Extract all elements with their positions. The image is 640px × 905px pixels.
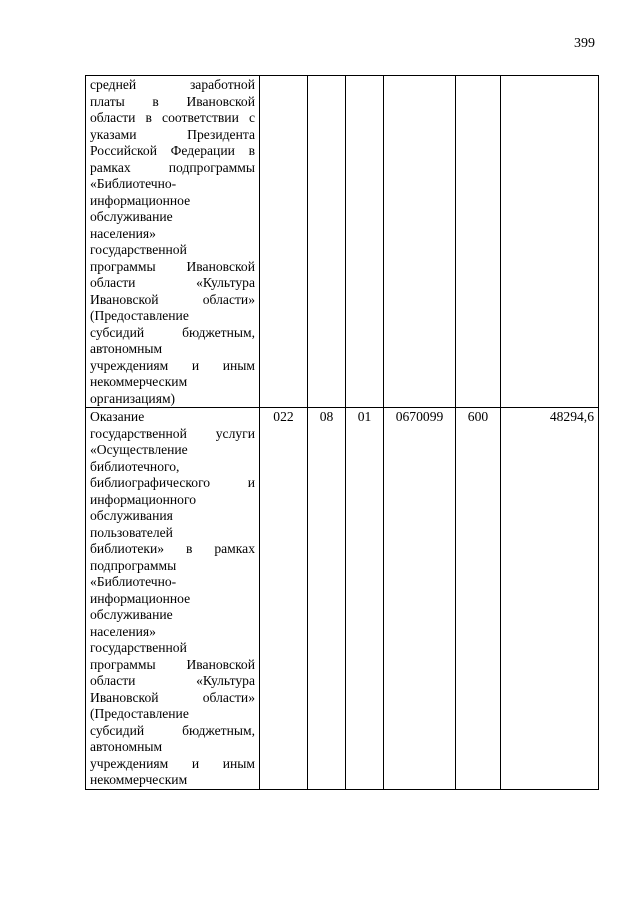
description-line: государственной — [90, 242, 187, 257]
description-line: учреждениям и иным — [90, 755, 255, 771]
target-article-cell — [384, 76, 456, 408]
description-line: платы в Ивановской — [90, 93, 255, 109]
description-line: государственной услуги — [90, 425, 255, 441]
description-line: подпрограммы — [90, 557, 177, 573]
table-row — [86, 408, 599, 790]
description-line: населения» — [90, 623, 156, 639]
description-line: области в соответствии с — [90, 110, 255, 125]
description-line: Оказание — [90, 409, 145, 424]
description-line: обслуживание — [90, 607, 173, 622]
page-number: 399 — [574, 36, 595, 51]
description-line: Ивановской области» — [90, 291, 255, 307]
description-line: Ивановской области» — [90, 689, 255, 705]
expense-type-cell — [456, 76, 501, 408]
subsection-code-cell — [346, 76, 384, 408]
description-line: средней заработной — [90, 77, 255, 92]
description-line: «Осуществление — [90, 442, 188, 457]
section-code-cell: 08 — [308, 408, 346, 790]
description-line: (Предоставление — [90, 706, 189, 721]
description-line: библиотечного, — [90, 458, 180, 474]
description-line: субсидий бюджетным, — [90, 722, 255, 738]
target-article-cell: 0670099 — [384, 408, 456, 790]
description-line: учреждениям и иным — [90, 357, 255, 373]
subsection-code-cell: 01 — [346, 408, 384, 790]
table-body — [86, 76, 599, 790]
section-code-cell — [308, 76, 346, 408]
ministry-code-cell — [260, 76, 308, 408]
table-row — [86, 76, 599, 408]
amount-cell — [501, 76, 599, 408]
description-line: программы Ивановской — [90, 656, 255, 672]
description-line: информационное — [90, 590, 191, 606]
description-line: населения» — [90, 225, 156, 241]
description-line: автономным — [90, 341, 163, 356]
description-line: указами Президента — [90, 126, 255, 142]
description-line: «Библиотечно- — [90, 176, 177, 191]
description-line: информационное — [90, 192, 191, 208]
amount-cell: 48294,6 — [501, 408, 599, 790]
description-line: информационного — [90, 491, 197, 507]
description-line: Российской Федерации в — [90, 143, 255, 158]
description-line: некоммерческим — [90, 374, 188, 389]
description-line: автономным — [90, 739, 163, 754]
description-cell — [86, 76, 260, 408]
description-line: некоммерческим — [90, 772, 188, 787]
description-cell — [86, 408, 260, 790]
description-line: области «Культура — [90, 673, 255, 688]
description-line: (Предоставление — [90, 308, 189, 323]
description-line: субсидий бюджетным, — [90, 324, 255, 340]
description-line: «Библиотечно- — [90, 574, 177, 589]
description-line: пользователей — [90, 524, 173, 540]
description-line: государственной — [90, 640, 187, 655]
description-line: библиотеки» в рамках — [90, 541, 255, 556]
description-line: программы Ивановской — [90, 258, 255, 274]
description-line: организациям) — [90, 390, 176, 406]
description-line: рамках подпрограммы — [90, 159, 255, 175]
description-line: обслуживания — [90, 508, 173, 523]
description-line: области «Культура — [90, 275, 255, 290]
budget-table — [85, 75, 599, 790]
expense-type-cell: 600 — [456, 408, 501, 790]
ministry-code-cell: 022 — [260, 408, 308, 790]
description-line: библиографического и — [90, 475, 255, 490]
description-line: обслуживание — [90, 209, 173, 224]
